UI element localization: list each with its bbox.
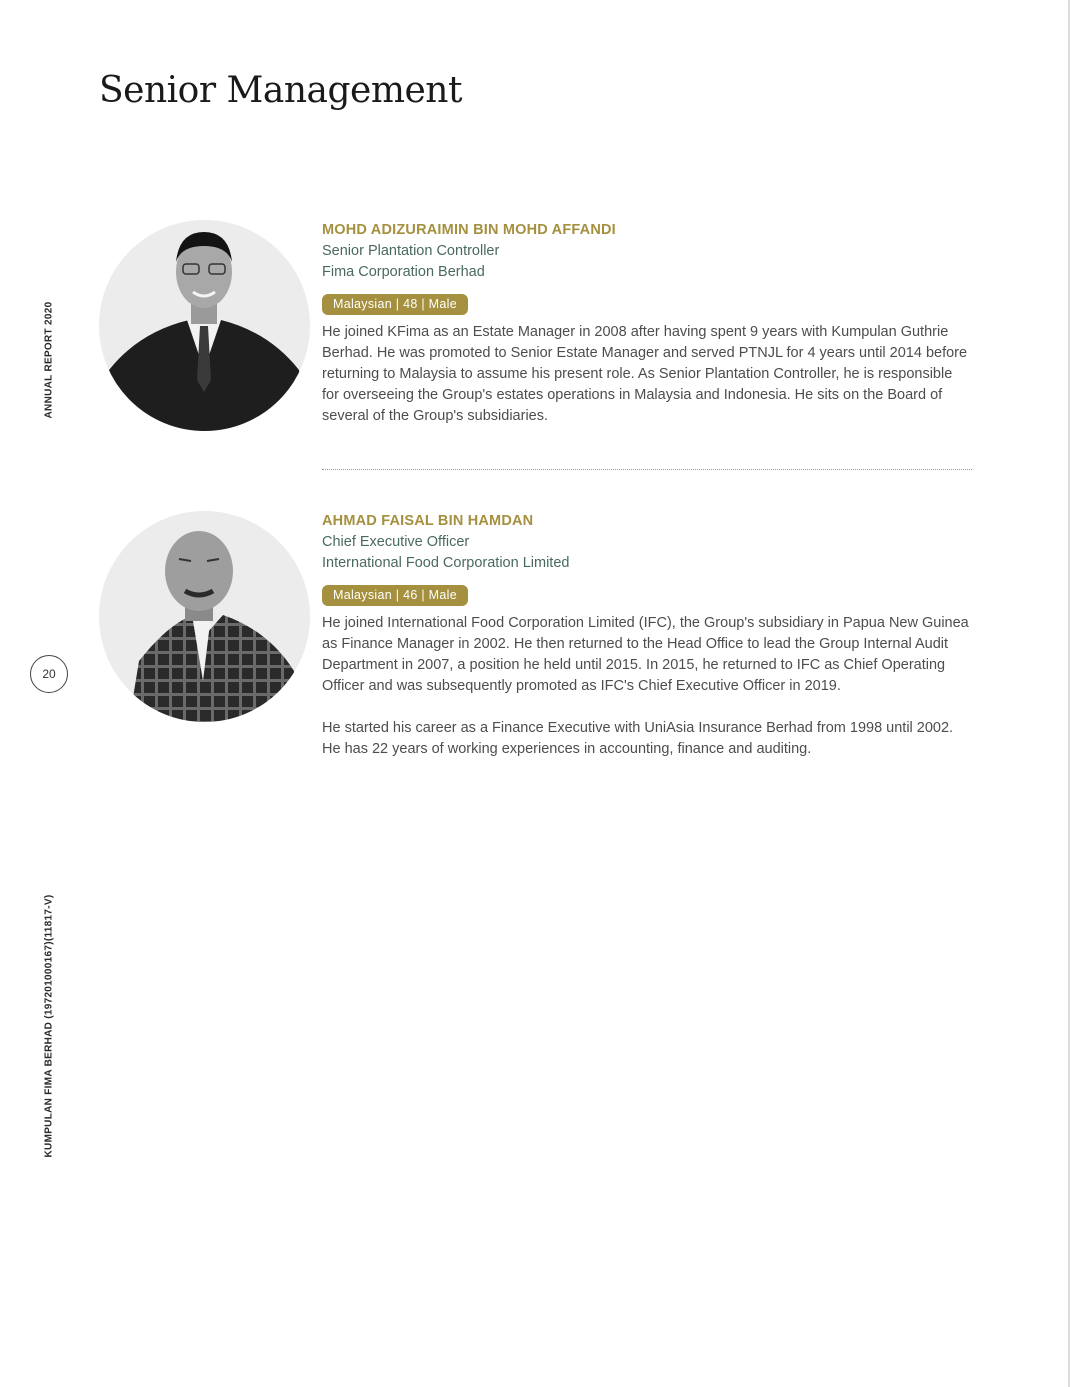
profile-mohd-adizuraimin	[322, 220, 972, 427]
profile-bio-continued: He started his career as a Finance Executive with UniAsia Insurance Berhad from 1998 until 2002. He has 22 years of working experiences in accounting, finance and auditing.	[322, 720, 954, 757]
page-title: Senior Management	[99, 70, 462, 111]
section-divider	[322, 469, 972, 470]
profile-tag: Malaysian | 46 | Male	[322, 585, 468, 606]
profile-name: MOHD ADIZURAIMIN BIN MOHD AFFANDI	[322, 222, 616, 238]
profile-photo-ahmad-faisal	[99, 511, 310, 722]
profile-bio: He joined KFima as an Estate Manager in 2008 after having spent 9 years with Kumpulan Guthrie Berhad. He was promoted to Senior Estate Manager and served PTNJL for 4 years until 2014 before returning to Malaysia to assume his present role. As Senior Plantation Controller, he is responsible for overseeing the Group's estates operations in Malaysia and Indonesia. He sits on the Board of several of the Group's subsidiaries.	[322, 324, 968, 424]
profile-bio: He joined International Food Corporation Limited (IFC), the Group's subsidiary in Papua New Guinea as Finance Manager in 2002. He then returned to the Head Office to lead the Group Internal Audit Department in 2007, a position he held until 2015. In 2015, he returned to IFC as Chief Operating Officer and was subsequently promoted as IFC's Chief Executive Officer in 2019.	[322, 615, 969, 694]
profile-company: International Food Corporation Limited	[322, 555, 570, 571]
profile-ahmad-faisal	[322, 511, 972, 760]
page-number: 20	[30, 655, 68, 693]
portrait-illustration	[99, 220, 310, 431]
profile-name: AHMAD FAISAL BIN HAMDAN	[322, 513, 534, 529]
side-label-company: KUMPULAN FIMA BERHAD (197201000167)(11817-V)	[43, 894, 55, 1158]
profile-company: Fima Corporation Berhad	[322, 264, 485, 280]
profile-tag: Malaysian | 48 | Male	[322, 294, 468, 315]
profile-role: Chief Executive Officer	[322, 534, 470, 550]
portrait-illustration	[99, 511, 310, 722]
side-label-annual-report: ANNUAL REPORT 2020	[43, 301, 55, 419]
profile-role: Senior Plantation Controller	[322, 243, 500, 259]
profile-photo-mohd-adizuraimin	[99, 220, 310, 431]
